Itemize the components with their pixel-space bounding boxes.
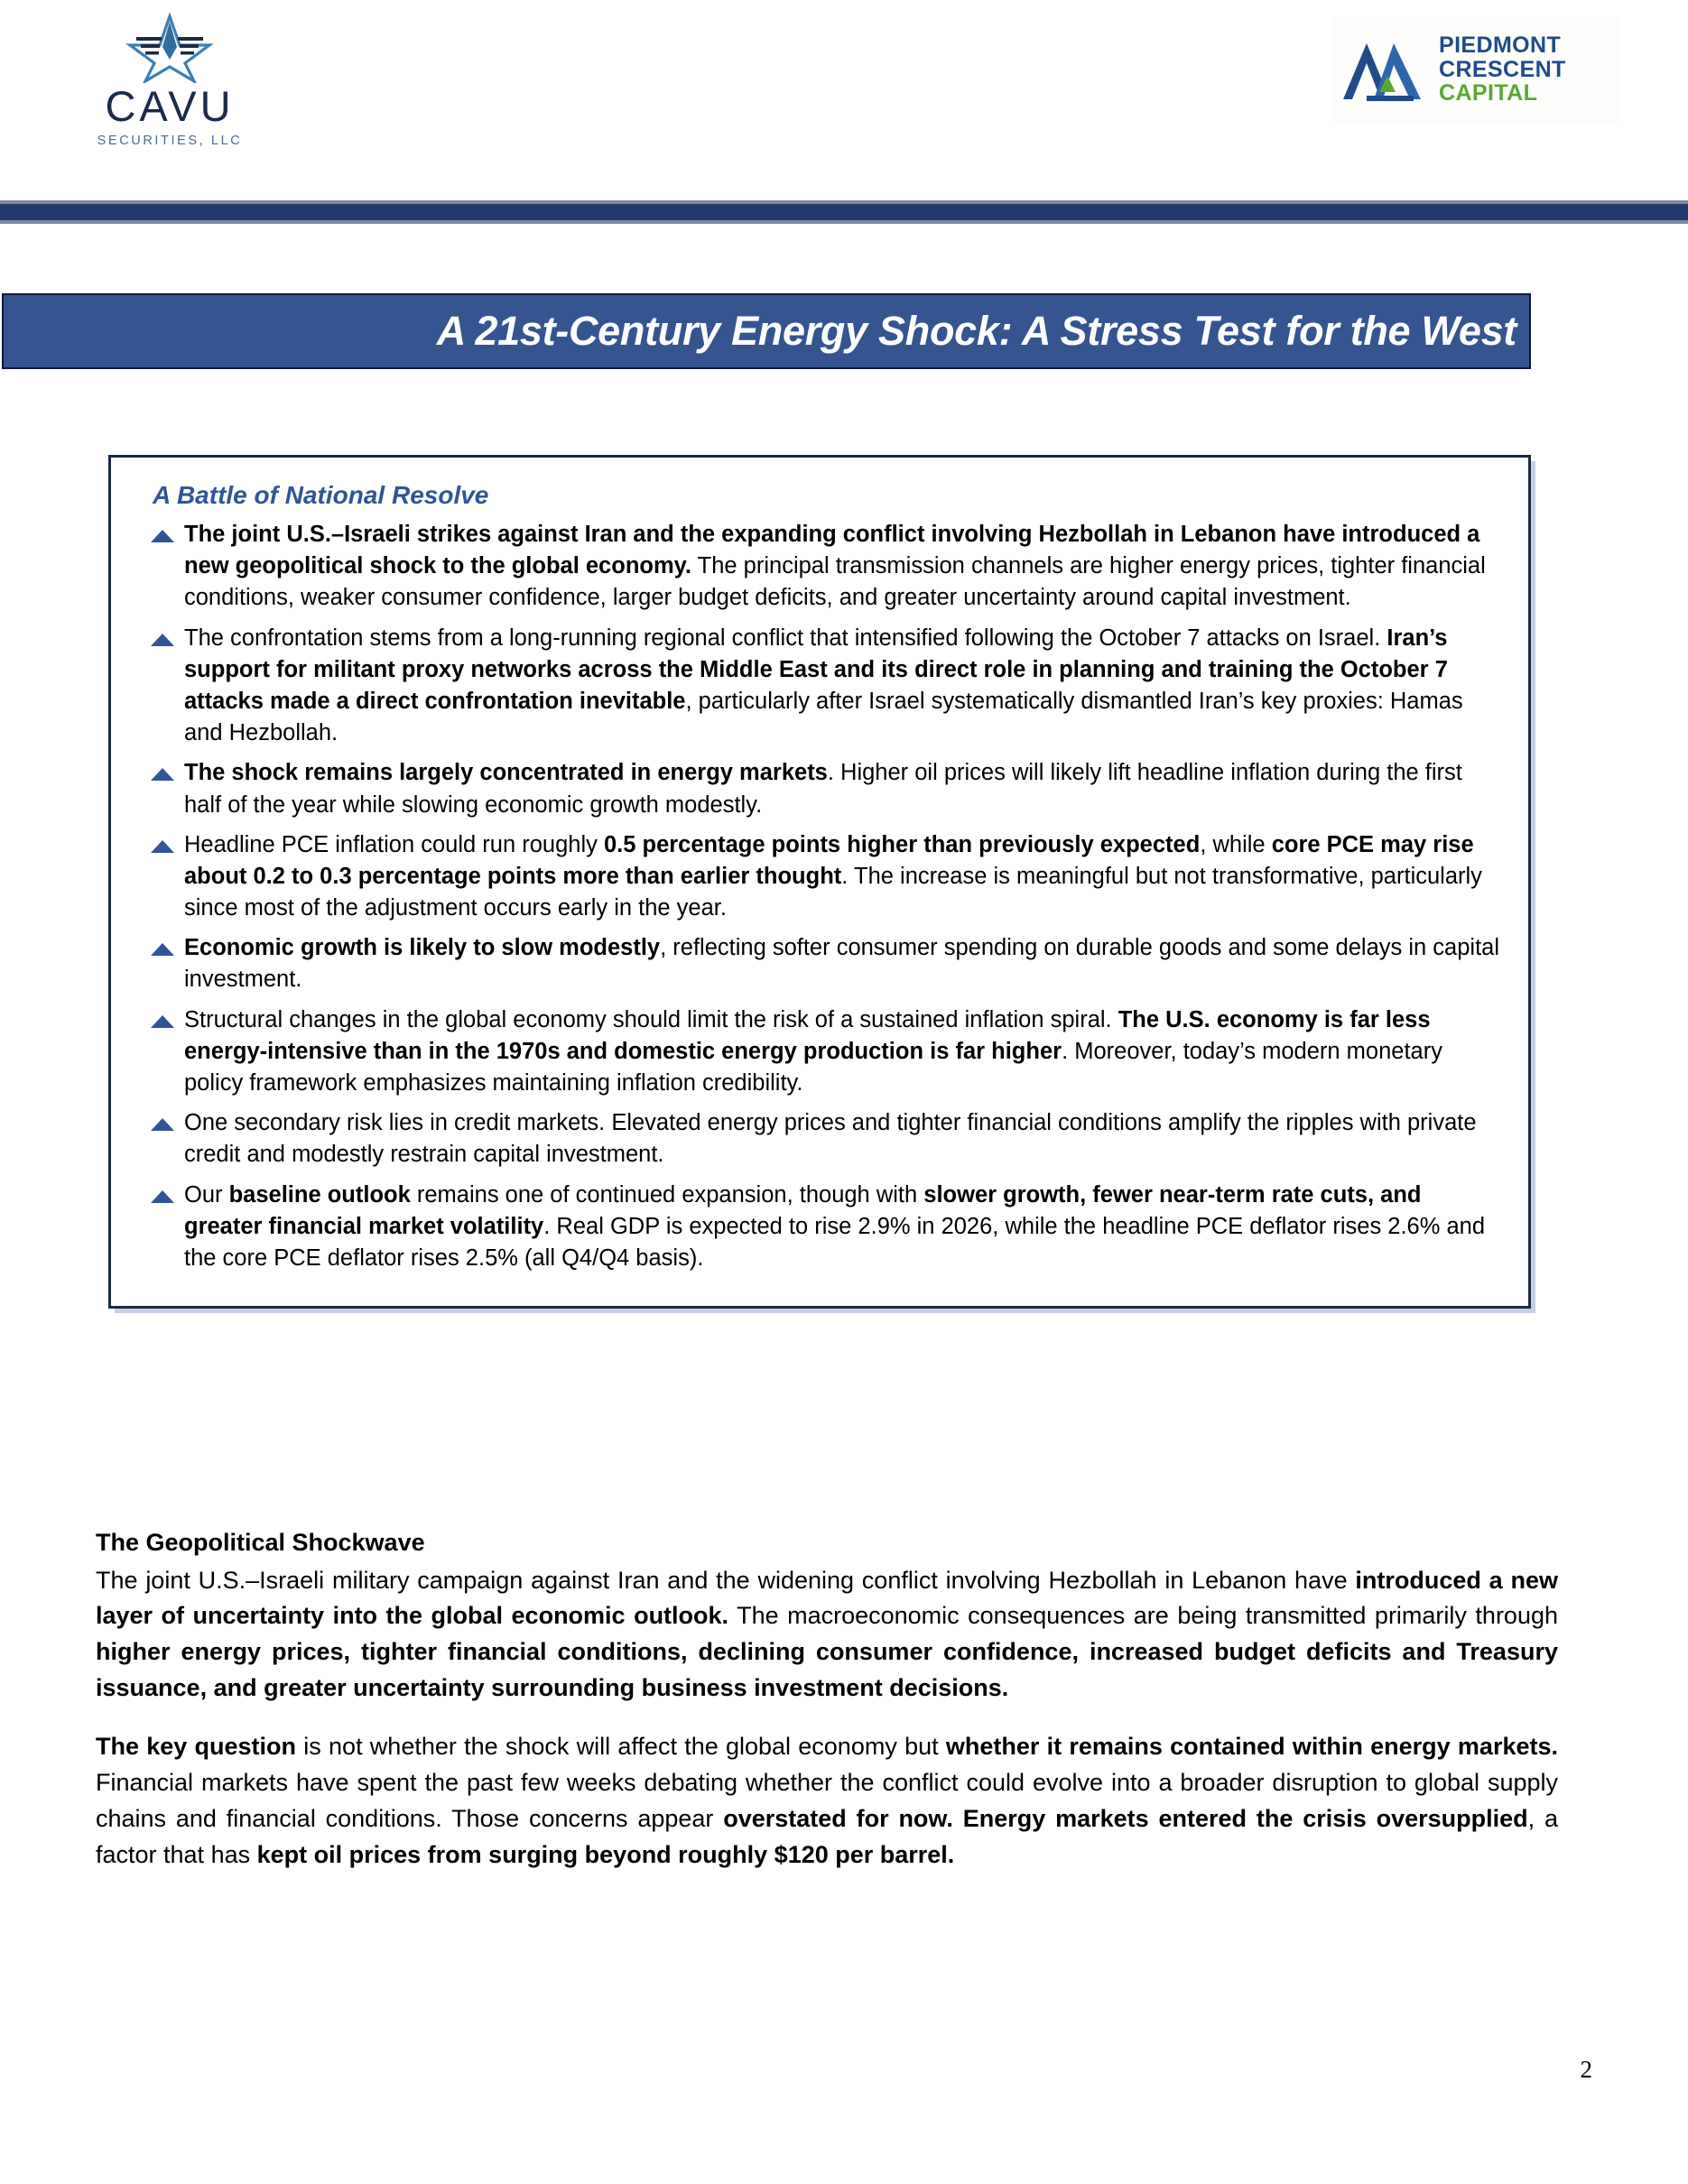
callout-bullet-item — [134, 829, 1501, 925]
cavu-subtitle: SECURITIES, LLC — [97, 134, 243, 148]
text-run-bold: overstated for now. Energy markets entered the crisis oversupplied — [723, 1804, 1528, 1832]
text-run: , a factor that has — [96, 1804, 1558, 1868]
text-run: , particularly after Israel systematically dismantled Iran’s key proxies: Hamas and Hezbollah. — [184, 688, 1463, 746]
text-run: The confrontation stems from a long-running regional conflict that intensified following the October 7 attacks on Israel. — [184, 625, 1387, 651]
body-prose — [96, 1525, 1558, 1896]
text-run-bold: The joint U.S.–Israeli strikes against Iran and the expanding conflict involving Hezbollah in Lebanon have introduced a new geopolitical shock to the global economy. — [184, 522, 1480, 579]
triangle-up-icon — [151, 768, 174, 781]
cavu-logo — [79, 13, 260, 166]
text-run: The principal transmission channels are higher energy prices, tighter financial conditions, weaker consumer confidence, larger budget deficits, and greater uncertainty around capital investment. — [184, 553, 1486, 611]
triangle-up-icon — [151, 530, 174, 542]
pcc-line-2: CRESCENT — [1439, 56, 1566, 82]
pcc-line-3: CAPITAL — [1439, 80, 1538, 106]
triangle-up-icon — [151, 840, 174, 853]
page-number: 2 — [1580, 2056, 1592, 2083]
text-run-bold: kept oil prices from surging beyond roughly $120 per barrel. — [256, 1840, 955, 1868]
text-run: . Higher oil prices will likely lift headline inflation during the first half of the year while slowing economic growth modestly. — [184, 760, 1462, 818]
callout-bullet-item — [134, 519, 1501, 615]
page-title: A 21st-Century Energy Shock: A Stress Test for the West — [436, 308, 1516, 354]
text-run: The macroeconomic consequences are being transmitted primarily through — [728, 1602, 1558, 1630]
cavu-wordmark: CAVU — [105, 82, 235, 130]
prose-paragraph — [96, 1563, 1558, 1707]
text-run: Financial markets have spent the past few weeks debating whether the conflict could evolve into a broader disruption to global supply chains and financial conditions. Those concerns appear — [96, 1769, 1558, 1832]
triangle-up-icon — [151, 943, 174, 956]
callout-bullet-item — [134, 1107, 1501, 1171]
text-run: , while — [1200, 831, 1272, 857]
text-run: The joint U.S.–Israeli military campaign against Iran and the widening conflict involving Hezbollah in Lebanon have — [96, 1566, 1356, 1594]
text-run-bold: baseline outlook — [228, 1181, 411, 1208]
prose-paragraph — [96, 1729, 1558, 1873]
text-run-bold: higher energy prices, tighter financial conditions, declining consumer confidence, increased budget deficits and Treasury issuance, and greater uncertainty surrounding business investment decisions. — [96, 1638, 1558, 1701]
text-run: is not whether the shock will affect the global economy but — [296, 1733, 946, 1761]
text-run-bold: introduced a new layer of uncertainty into the global economic outlook. — [96, 1566, 1558, 1630]
triangle-up-icon — [151, 634, 174, 646]
callout-heading: A Battle of National Resolve — [153, 481, 489, 509]
pcc-line-1: PIEDMONT — [1439, 32, 1562, 59]
text-run: One secondary risk lies in credit markets. Elevated energy prices and tighter financial conditions amplify the ripples with private credit and modestly restrain capital investment. — [184, 1110, 1477, 1168]
text-run: Our — [184, 1181, 229, 1208]
callout-bullet-item — [134, 1180, 1501, 1275]
text-run-bold: Iran’s support for militant proxy networks across the Middle East and its direct role in planning and training the October 7 attacks made a direct confrontation inevitable — [184, 625, 1448, 714]
text-run: . Moreover, today’s modern monetary policy framework emphasizes maintaining inflation credibility. — [184, 1038, 1442, 1096]
page-header — [0, 0, 1688, 180]
text-run: . Real GDP is expected to rise 2.9% in 2026, while the headline PCE deflator rises 2.6% and the core PCE deflator rises 2.5% (all Q4/Q4 basis). — [184, 1213, 1486, 1271]
callout-bullet-item — [134, 757, 1501, 820]
triangle-up-icon — [151, 1015, 174, 1028]
callout-bullet-item — [134, 932, 1501, 995]
callout-bullet-item — [134, 623, 1501, 750]
piedmont-crescent-capital-logo — [1332, 16, 1621, 123]
text-run: Structural changes in the global economy should limit the risk of a sustained inflation spiral. — [184, 1006, 1118, 1032]
text-run: , reflecting softer consumer spending on durable goods and some delays in capital investment. — [184, 935, 1500, 993]
text-run-bold: The U.S. economy is far less energy-intensive than in the 1970s and domestic energy production is far higher — [184, 1006, 1431, 1064]
callout-bullet-list — [134, 519, 1501, 1274]
text-run-bold: whether it remains contained within energy markets. — [945, 1733, 1558, 1761]
text-run-bold: 0.5 percentage points higher than previously expected — [603, 831, 1201, 857]
text-run: remains one of continued expansion, though with — [410, 1181, 924, 1208]
header-divider-rule — [0, 200, 1688, 224]
triangle-up-icon — [151, 1118, 174, 1131]
summary-callout-box — [108, 455, 1531, 1309]
text-run-bold: The key question — [96, 1733, 297, 1761]
text-run-bold: slower growth, fewer near-term rate cuts, and greater financial market volatility — [184, 1181, 1422, 1239]
star-wings-icon — [120, 13, 219, 83]
title-banner — [2, 293, 1531, 369]
triangle-up-icon — [151, 1190, 174, 1203]
prose-paragraphs — [96, 1563, 1558, 1874]
text-run-bold: The shock remains largely concentrated in energy markets — [184, 760, 828, 786]
text-run: Headline PCE inflation could run roughly — [184, 831, 604, 857]
text-run-bold: core PCE may rise about 0.2 to 0.3 percentage points more than earlier thought — [184, 831, 1474, 889]
text-run: . The increase is meaningful but not transformative, particularly since most of the adjustment occurs early in the year. — [184, 863, 1482, 921]
text-run-bold: Economic growth is likely to slow modestly — [184, 935, 661, 961]
mountain-icon — [1340, 32, 1426, 106]
section-heading: The Geopolitical Shockwave — [96, 1529, 425, 1556]
callout-bullet-item — [134, 1004, 1501, 1100]
